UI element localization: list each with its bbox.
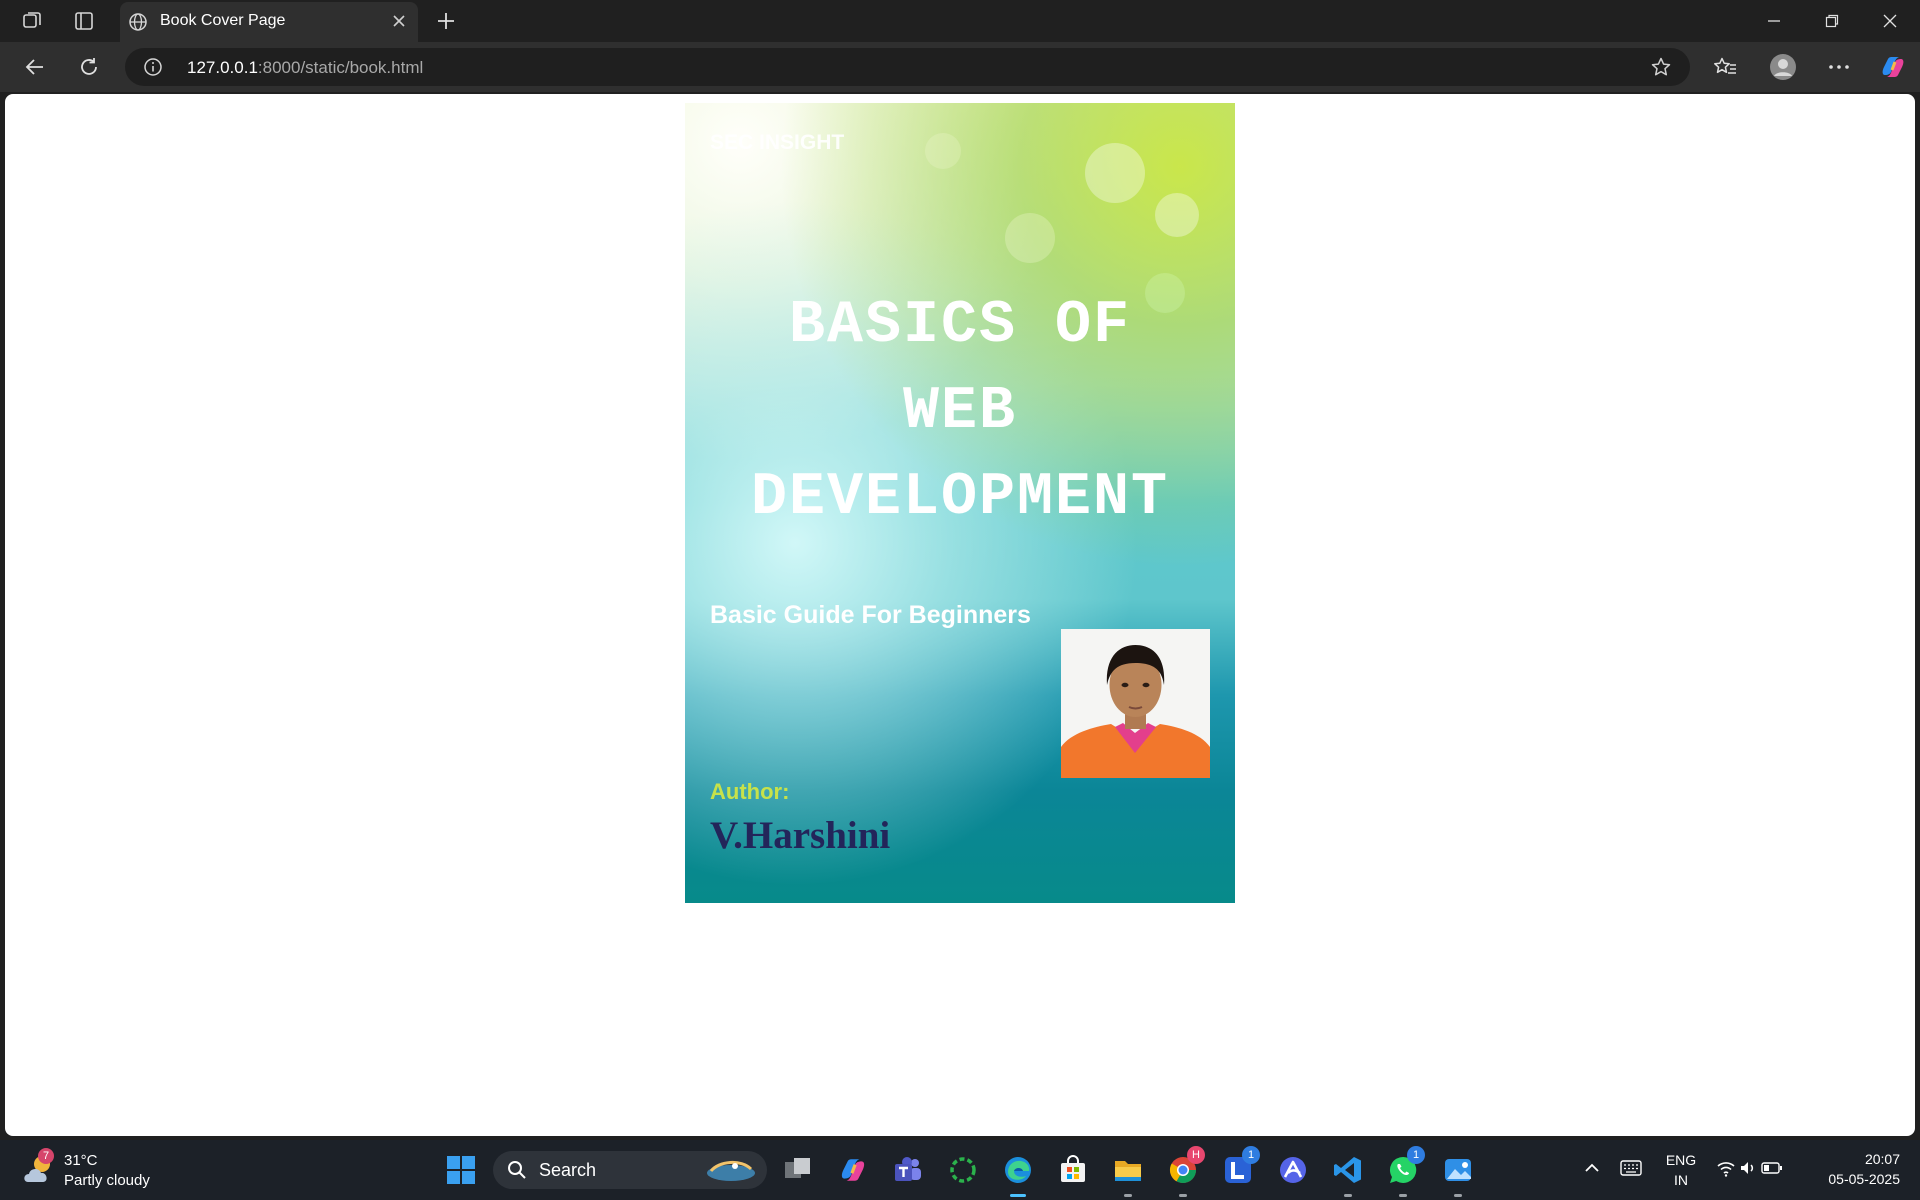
url-host: 127.0.0.1	[187, 58, 258, 77]
running-indicator	[1124, 1194, 1132, 1197]
running-indicator	[1179, 1194, 1187, 1197]
book-cover	[685, 103, 1235, 903]
weather-badge: 7	[38, 1148, 54, 1164]
page-viewport	[5, 94, 1915, 1136]
running-indicator	[1399, 1194, 1407, 1197]
close-tab-icon[interactable]	[388, 10, 410, 32]
weather-condition: Partly cloudy	[64, 1172, 150, 1189]
microsoft-store-icon[interactable]	[1055, 1152, 1091, 1188]
new-tab-icon[interactable]	[432, 8, 460, 34]
vscode-icon[interactable]	[1330, 1152, 1366, 1188]
battery-icon	[1762, 1163, 1782, 1173]
tab-book-cover-page[interactable]	[120, 2, 418, 42]
whatsapp-icon[interactable]	[1385, 1149, 1421, 1188]
chrome-icon[interactable]	[1165, 1149, 1201, 1188]
url-path: :8000/static/book.html	[257, 58, 424, 77]
search-highlight-art	[705, 1157, 757, 1183]
task-view-icon[interactable]	[780, 1152, 816, 1188]
author-label: Author:	[710, 779, 790, 804]
globe-icon	[128, 12, 148, 32]
photos-icon[interactable]	[1440, 1152, 1476, 1188]
tab-actions-icon[interactable]	[70, 8, 98, 34]
l-app-notification-badge: 1	[1242, 1146, 1260, 1164]
file-explorer-icon[interactable]	[1110, 1152, 1146, 1188]
restore-icon[interactable]	[1803, 0, 1861, 42]
browser-tab-bar	[0, 0, 1920, 42]
whatsapp-notification-badge: 1	[1407, 1146, 1425, 1164]
teams-icon[interactable]	[890, 1152, 926, 1188]
weather-widget[interactable]	[22, 1148, 172, 1192]
volume-icon	[1741, 1162, 1752, 1174]
site-info-icon[interactable]	[143, 57, 163, 77]
more-options-icon[interactable]	[1824, 53, 1854, 81]
windows-taskbar	[0, 1140, 1920, 1200]
wifi-icon	[1718, 1163, 1734, 1177]
browser-toolbar	[0, 42, 1920, 92]
publisher-brand: SEC INSIGHT	[710, 131, 845, 154]
bokeh-light	[1005, 213, 1055, 263]
language-code: ENG	[1665, 1152, 1697, 1168]
show-hidden-icons-chevron-up-icon[interactable]	[1582, 1158, 1602, 1178]
tab-title: Book Cover Page	[160, 12, 286, 29]
arc-app-icon[interactable]	[1275, 1152, 1311, 1188]
search-icon	[507, 1160, 527, 1180]
copilot-icon[interactable]	[1878, 53, 1908, 81]
clock[interactable]	[1800, 1149, 1900, 1189]
active-indicator	[1010, 1194, 1026, 1197]
clock-time: 20:07	[1864, 1151, 1900, 1167]
bokeh-light	[925, 133, 961, 169]
favorites-icon[interactable]	[1710, 53, 1740, 81]
taskbar-search[interactable]	[493, 1151, 767, 1189]
copilot-app-icon[interactable]	[835, 1152, 871, 1188]
edge-icon[interactable]	[1000, 1152, 1036, 1188]
refresh-icon[interactable]	[74, 53, 104, 81]
weather-temperature: 31°C	[64, 1152, 98, 1169]
chrome-profile-badge: H	[1187, 1146, 1205, 1164]
l-app-icon[interactable]	[1220, 1149, 1256, 1188]
title-line: BASICS OF	[788, 292, 1132, 360]
favorite-star-icon[interactable]	[1650, 56, 1672, 78]
search-label: Search	[539, 1160, 597, 1180]
profile-avatar[interactable]	[1768, 53, 1798, 81]
clock-date: 05-05-2025	[1828, 1171, 1900, 1187]
title-line: WEB	[902, 378, 1018, 446]
minimize-icon[interactable]	[1745, 0, 1803, 42]
system-tray-icons[interactable]	[1716, 1158, 1786, 1178]
language-indicator[interactable]	[1660, 1150, 1702, 1190]
author-name: V.Harshini	[710, 814, 891, 857]
loading-ring-app-icon[interactable]	[945, 1152, 981, 1188]
language-region: IN	[1674, 1172, 1688, 1188]
workspaces-icon[interactable]	[18, 8, 46, 34]
bokeh-light	[1155, 193, 1199, 237]
running-indicator	[1344, 1194, 1352, 1197]
book-title	[685, 283, 1235, 541]
address-bar[interactable]	[125, 48, 1690, 86]
running-indicator	[1454, 1194, 1462, 1197]
bokeh-light	[1085, 143, 1145, 203]
author-photo	[1061, 629, 1210, 778]
book-subtitle: Basic Guide For Beginners	[710, 601, 1031, 629]
start-button[interactable]	[443, 1152, 479, 1188]
title-line: DEVELOPMENT	[750, 464, 1170, 532]
close-window-icon[interactable]	[1861, 0, 1919, 42]
back-icon[interactable]	[20, 53, 50, 81]
url-text[interactable]	[187, 58, 423, 78]
keyboard-icon[interactable]	[1620, 1158, 1642, 1178]
